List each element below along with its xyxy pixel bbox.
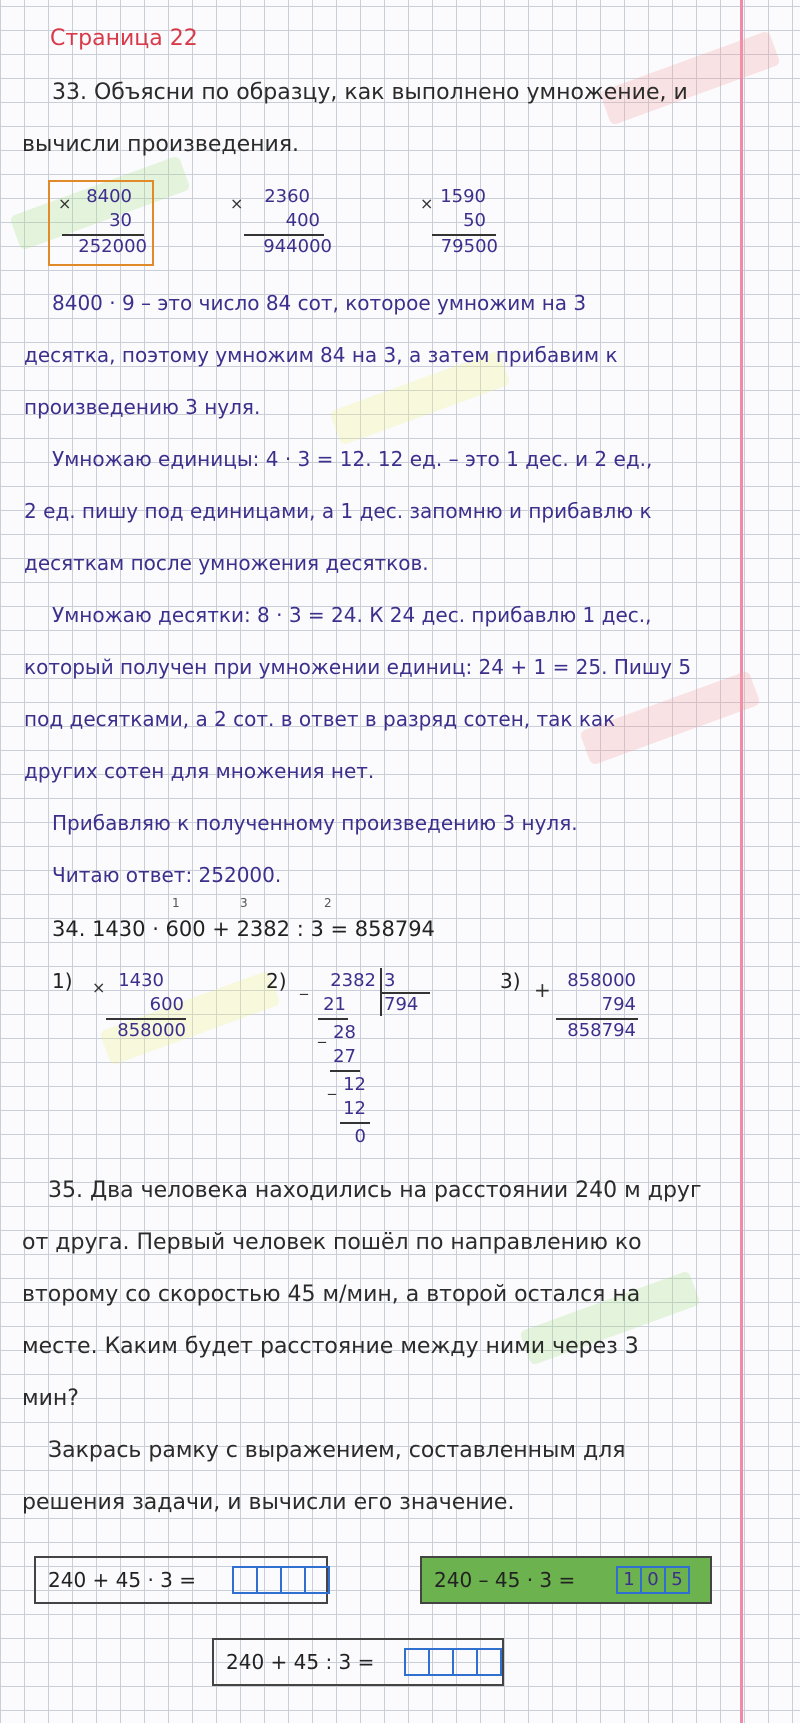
explanation-line: Прибавляю к полученному произведению 3 нуля. bbox=[52, 811, 578, 835]
expression-text: 240 + 45 · 3 = bbox=[48, 1568, 197, 1592]
watermark bbox=[599, 30, 780, 125]
explanation-line: десяткам после умножения десятков. bbox=[24, 551, 429, 575]
answer-cells[interactable] bbox=[232, 1566, 330, 1594]
expression-frame[interactable] bbox=[212, 1638, 504, 1686]
task35-text: решения задачи, и вычисли его значение. bbox=[22, 1490, 515, 1515]
answer-cells[interactable] bbox=[404, 1648, 502, 1676]
task34-expression: 34. 1430 · 600 + 2382 : 3 = 858794 bbox=[52, 917, 435, 941]
expression-frame[interactable] bbox=[34, 1556, 328, 1604]
expression-frame-selected[interactable] bbox=[420, 1556, 712, 1604]
explanation-line: Читаю ответ: 252000. bbox=[52, 863, 282, 887]
page-title: Страница 22 bbox=[50, 26, 198, 51]
task35-text: Закрась рамку с выражением, составленным для bbox=[48, 1438, 626, 1463]
explanation-line: десятка, поэтому умножим 84 на 3, а затем прибавим к bbox=[24, 343, 618, 367]
explanation-line: 2 ед. пишу под единицами, а 1 дес. запомню и прибавлю к bbox=[24, 499, 652, 523]
explanation-line: под десятками, а 2 сот. в ответ в разряд сотен, так как bbox=[24, 707, 616, 731]
task35-text: от друга. Первый человек пошёл по направлению ко bbox=[22, 1230, 642, 1255]
explanation-line: Умножаю единицы: 4 · 3 = 12. 12 ед. – это 1 дес. и 2 ед., bbox=[52, 447, 653, 471]
task35-text: мин? bbox=[22, 1386, 79, 1411]
explanation-line: Умножаю десятки: 8 · 3 = 24. К 24 дес. прибавлю 1 дес., bbox=[52, 603, 652, 627]
task35-text: 35. Два человека находились на расстоянии 240 м друг bbox=[48, 1178, 702, 1203]
expression-text: 240 + 45 : 3 = bbox=[226, 1650, 375, 1674]
explanation-line: 8400 · 9 – это число 84 сот, которое умножим на 3 bbox=[52, 291, 587, 315]
explanation-line: других сотен для множения нет. bbox=[24, 759, 375, 783]
order-mark: 3 bbox=[240, 896, 248, 910]
explanation-line: который получен при умножении единиц: 24 + 1 = 25. Пишу 5 bbox=[24, 655, 692, 679]
explanation-line: произведению 3 нуля. bbox=[24, 395, 261, 419]
task35-text: месте. Каким будет расстояние между ними через 3 bbox=[22, 1334, 639, 1359]
task33-heading-line2: вычисли произведения. bbox=[22, 132, 300, 157]
order-mark: 2 bbox=[324, 896, 332, 910]
task33-heading: 33. Объясни по образцу, как выполнено умножение, и bbox=[52, 80, 688, 105]
page-margin-line bbox=[740, 0, 743, 1723]
task35-text: второму со скоростью 45 м/мин, а второй остался на bbox=[22, 1282, 641, 1307]
order-mark: 1 bbox=[172, 896, 180, 910]
answer-cells[interactable]: 1 0 5 bbox=[616, 1566, 690, 1594]
expression-text: 240 – 45 · 3 = bbox=[434, 1568, 576, 1592]
